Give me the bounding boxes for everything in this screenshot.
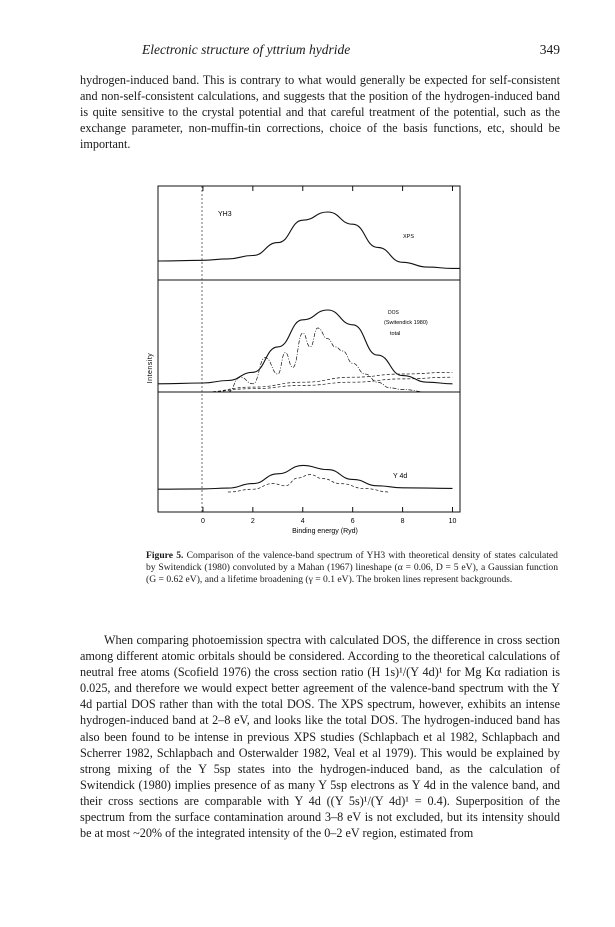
main-paragraph [80, 632, 560, 841]
y-axis-label: Intensity [147, 352, 154, 384]
figure-caption [146, 550, 558, 587]
panel1-label-xps: XPS [403, 234, 415, 240]
chart-curves [158, 212, 460, 492]
page-number: 349 [539, 42, 560, 57]
panel1-series-1 [158, 212, 460, 268]
page-header [80, 42, 560, 62]
chart-ticks [201, 186, 457, 525]
x-tick-label: 2 [250, 518, 255, 525]
x-tick-label: 0 [200, 518, 205, 525]
panel3-series-1 [158, 465, 453, 489]
panel2-series-2 [228, 328, 428, 392]
plot-frame [158, 186, 460, 512]
x-tick-label: 6 [350, 518, 355, 525]
panel2-label-total: total [390, 331, 401, 337]
panel2-label-source: (Switendick 1980) [384, 320, 428, 326]
intro-paragraph: hydrogen-induced band. This is contrary to what would generally be expected for self-consistent and non-self-consistent calculations, and suggests that the position of the hydrogen-induced band is quite sensitive to the crystal potential and that careful treatment of the potential, such as the exchange parameter, non-muffin-tin corrections, choice of the basis functions, etc, should be important. [80, 73, 560, 152]
panel3-label-y4d: Y 4d [393, 473, 408, 480]
figure-caption-text: Comparison of the valence-band spectrum of YH3 with theoretical density of states calculated by Switendick (1980) convoluted by a Mahan (1967) lineshape (α = 0.06, D = 5 eV), a Gaussian function (G = 0.62 eV), and a lifetime broadening (γ = 0.1 eV). The broken lines represent backgrounds. [146, 550, 558, 586]
figure-caption-label: Figure 5. [146, 550, 184, 561]
figure-5 [120, 178, 480, 558]
main-paragraph-text: When comparing photoemission spectra with calculated DOS, the difference in cross section among different atomic orbitals should be considered. According to the theoretical calculations of neutral free atoms (Scofield 1976) the cross section ratio (H 1s)¹/(Y 4d)¹ for Mg Kα radiation is 0.025, and therefore we would expect better agreement of the valence-band spectrum with the Y 4d partial DOS rather than with the total DOS. The XPS spectrum, however, exhibits an intense hydrogen-induced band at 2–8 eV, and looks like the total DOS. The hydrogen-induced band has also been found to be intense in previous XPS studies (Schlapbach et al 1982, Schlapbach and Scherrer 1982, Schlapbach and Osterwalder 1982, Veal et al 1979). This would be explained by strong mixing of the Y 5sp states into the hydrogen-induced band, as the calculation of Switendick (1980) implies presence of as many Y 5sp electrons as Y 4d in the valence band, and their cross sections are comparable with Y 4d ((Y 5s)¹/(Y 4d)¹ = 0.4). Superposition of the spectrum from the surface contamination around 3–8 eV is not excluded, but its intensity should be at most ~20% of the integrated intensity of the 0–2 eV region, estimated from [80, 633, 560, 841]
chart-frame [158, 186, 460, 512]
running-title: Electronic structure of yttrium hydride [142, 42, 351, 57]
x-tick-label: 4 [300, 518, 305, 525]
panel1-label-yh3: YH3 [218, 211, 232, 218]
x-axis-label: Binding energy (Ryd) [292, 528, 358, 535]
x-tick-label: 10 [448, 518, 457, 525]
x-tick-label: 8 [400, 518, 405, 525]
panel2-label-dos: DOS [388, 310, 399, 316]
valence-band-chart [120, 178, 480, 558]
